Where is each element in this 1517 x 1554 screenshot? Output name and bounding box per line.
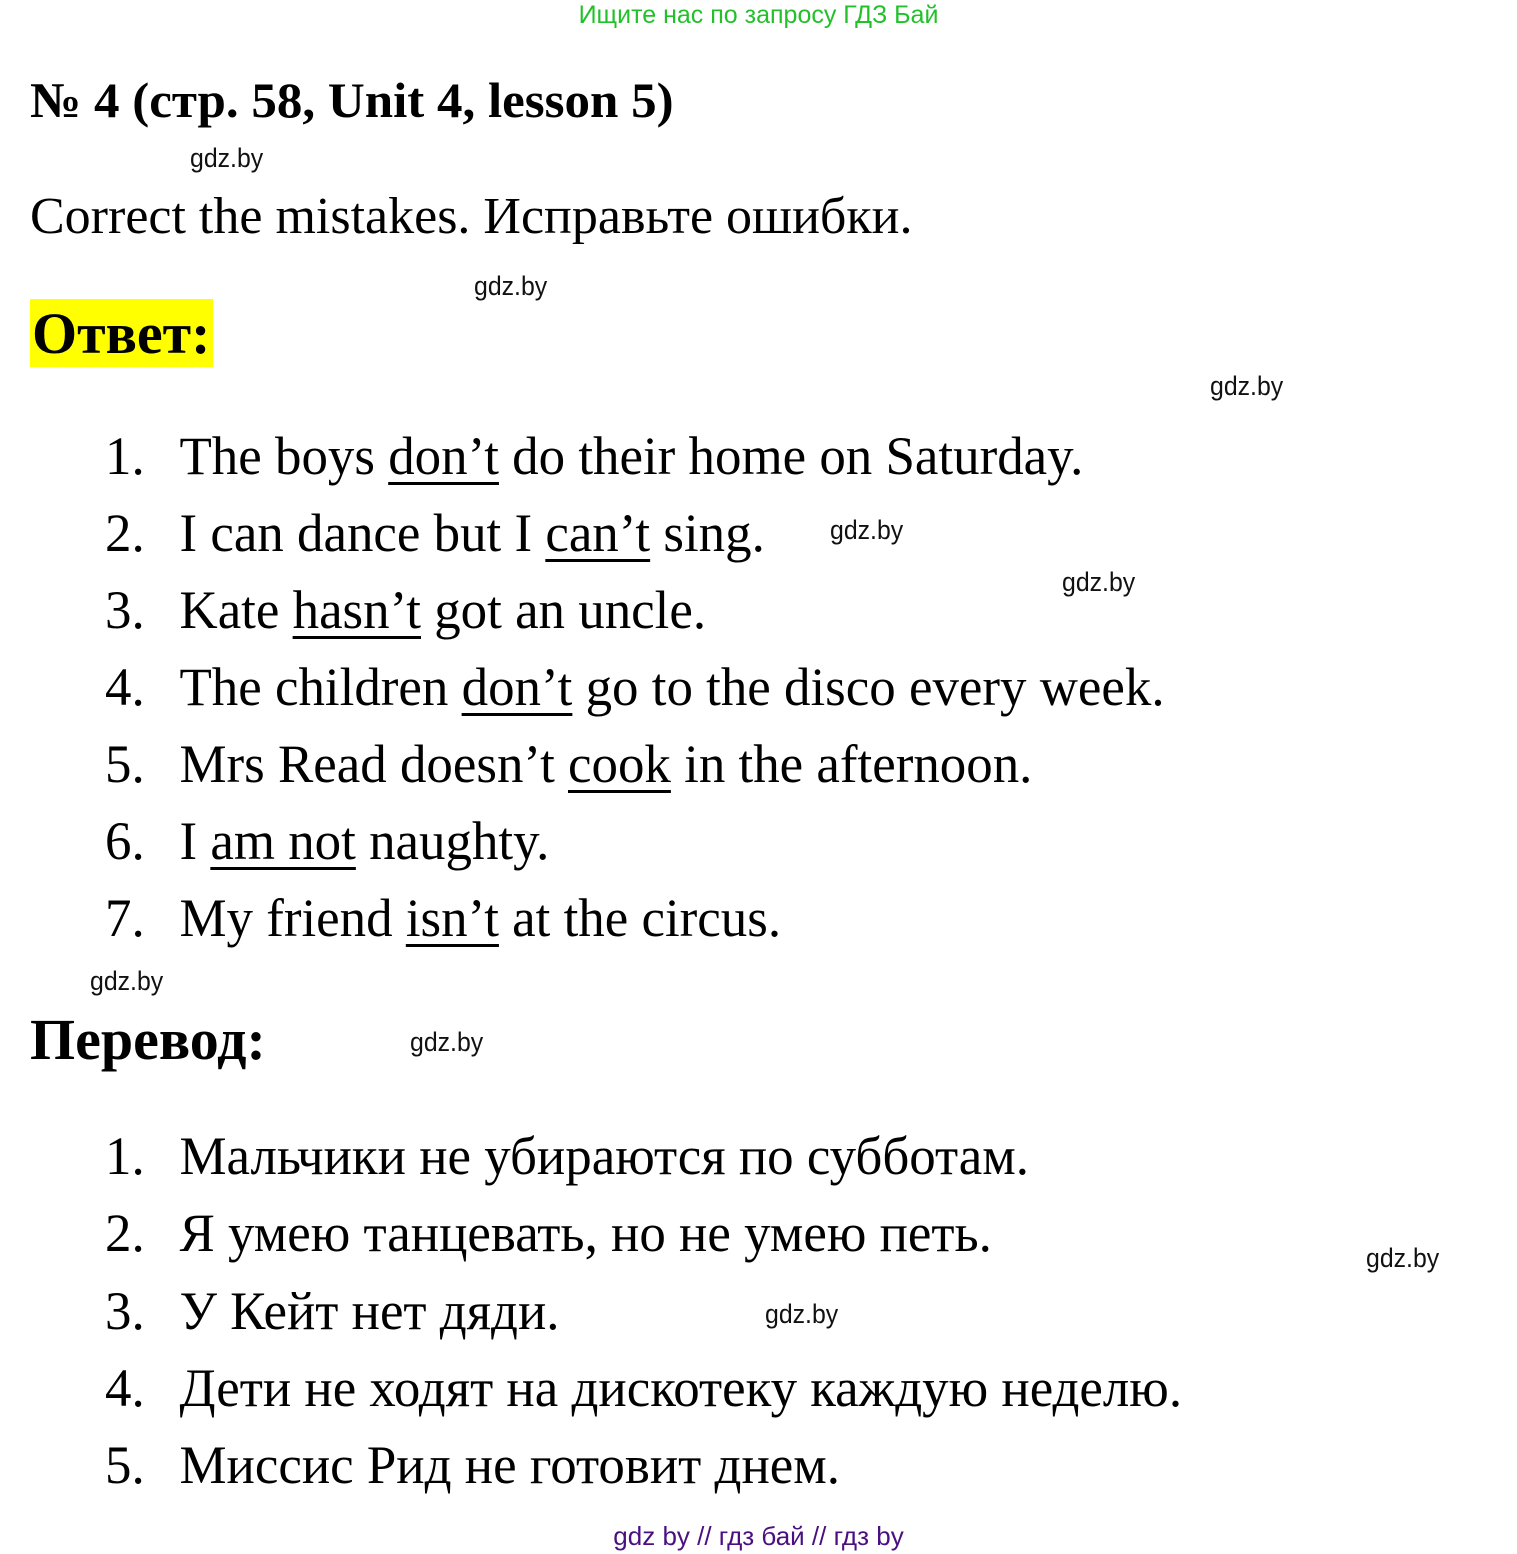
- answer-item: 5. Mrs Read doesn’t cook in the afternoon.: [105, 734, 1033, 794]
- corrected-word: don’t: [388, 426, 499, 486]
- watermark: gdz.by: [830, 515, 904, 545]
- translation-item: 3. У Кейт нет дяди.: [105, 1281, 560, 1341]
- translation-item: 2. Я умею танцевать, но не умею петь.: [105, 1203, 992, 1263]
- corrected-word: isn’t: [405, 888, 499, 948]
- answer-item: 3. Kate hasn’t got an uncle.: [105, 580, 707, 640]
- search-banner: Ищите нас по запросу ГДЗ Бай: [578, 1, 939, 29]
- translation-item: 4. Дети не ходят на дискотеку каждую неделю.: [105, 1358, 1183, 1418]
- watermark: gdz.by: [90, 966, 164, 996]
- answer-item: 2. I can dance but I can’t sing.: [105, 503, 765, 563]
- answer-item: 7. My friend isn’t at the circus.: [105, 888, 782, 948]
- answer-label: Ответ:: [30, 299, 213, 367]
- corrected-word: am not: [210, 811, 356, 871]
- watermark: gdz.by: [474, 271, 548, 301]
- answer-item: 6. I am not naughty.: [105, 811, 550, 871]
- translation-label: Перевод:: [30, 1007, 266, 1072]
- translation-item: 5. Миссис Рид не готовит днем.: [105, 1435, 840, 1495]
- watermark: gdz.by: [1062, 567, 1136, 597]
- watermark: gdz.by: [1210, 371, 1284, 401]
- corrected-word: cook: [568, 734, 671, 794]
- corrected-word: don’t: [461, 657, 573, 717]
- corrected-word: hasn’t: [292, 580, 421, 640]
- corrected-word: can’t: [545, 503, 651, 563]
- translation-item: 1. Мальчики не убираются по субботам.: [105, 1126, 1030, 1186]
- answer-item: 4. The children don’t go to the disco every week.: [105, 657, 1165, 717]
- task-instruction: Correct the mistakes. Исправьте ошибки.: [30, 188, 913, 245]
- answer-item: 1. The boys don’t do their home on Saturday.: [105, 426, 1084, 486]
- watermark: gdz.by: [765, 1299, 839, 1329]
- watermark: gdz.by: [1366, 1243, 1440, 1273]
- watermark: gdz.by: [190, 143, 264, 173]
- watermark: gdz.by: [410, 1027, 484, 1057]
- exercise-title: № 4 (стр. 58, Unit 4, lesson 5): [30, 72, 674, 128]
- footer-watermark: gdz by // гдз бай // гдз by: [613, 1521, 904, 1551]
